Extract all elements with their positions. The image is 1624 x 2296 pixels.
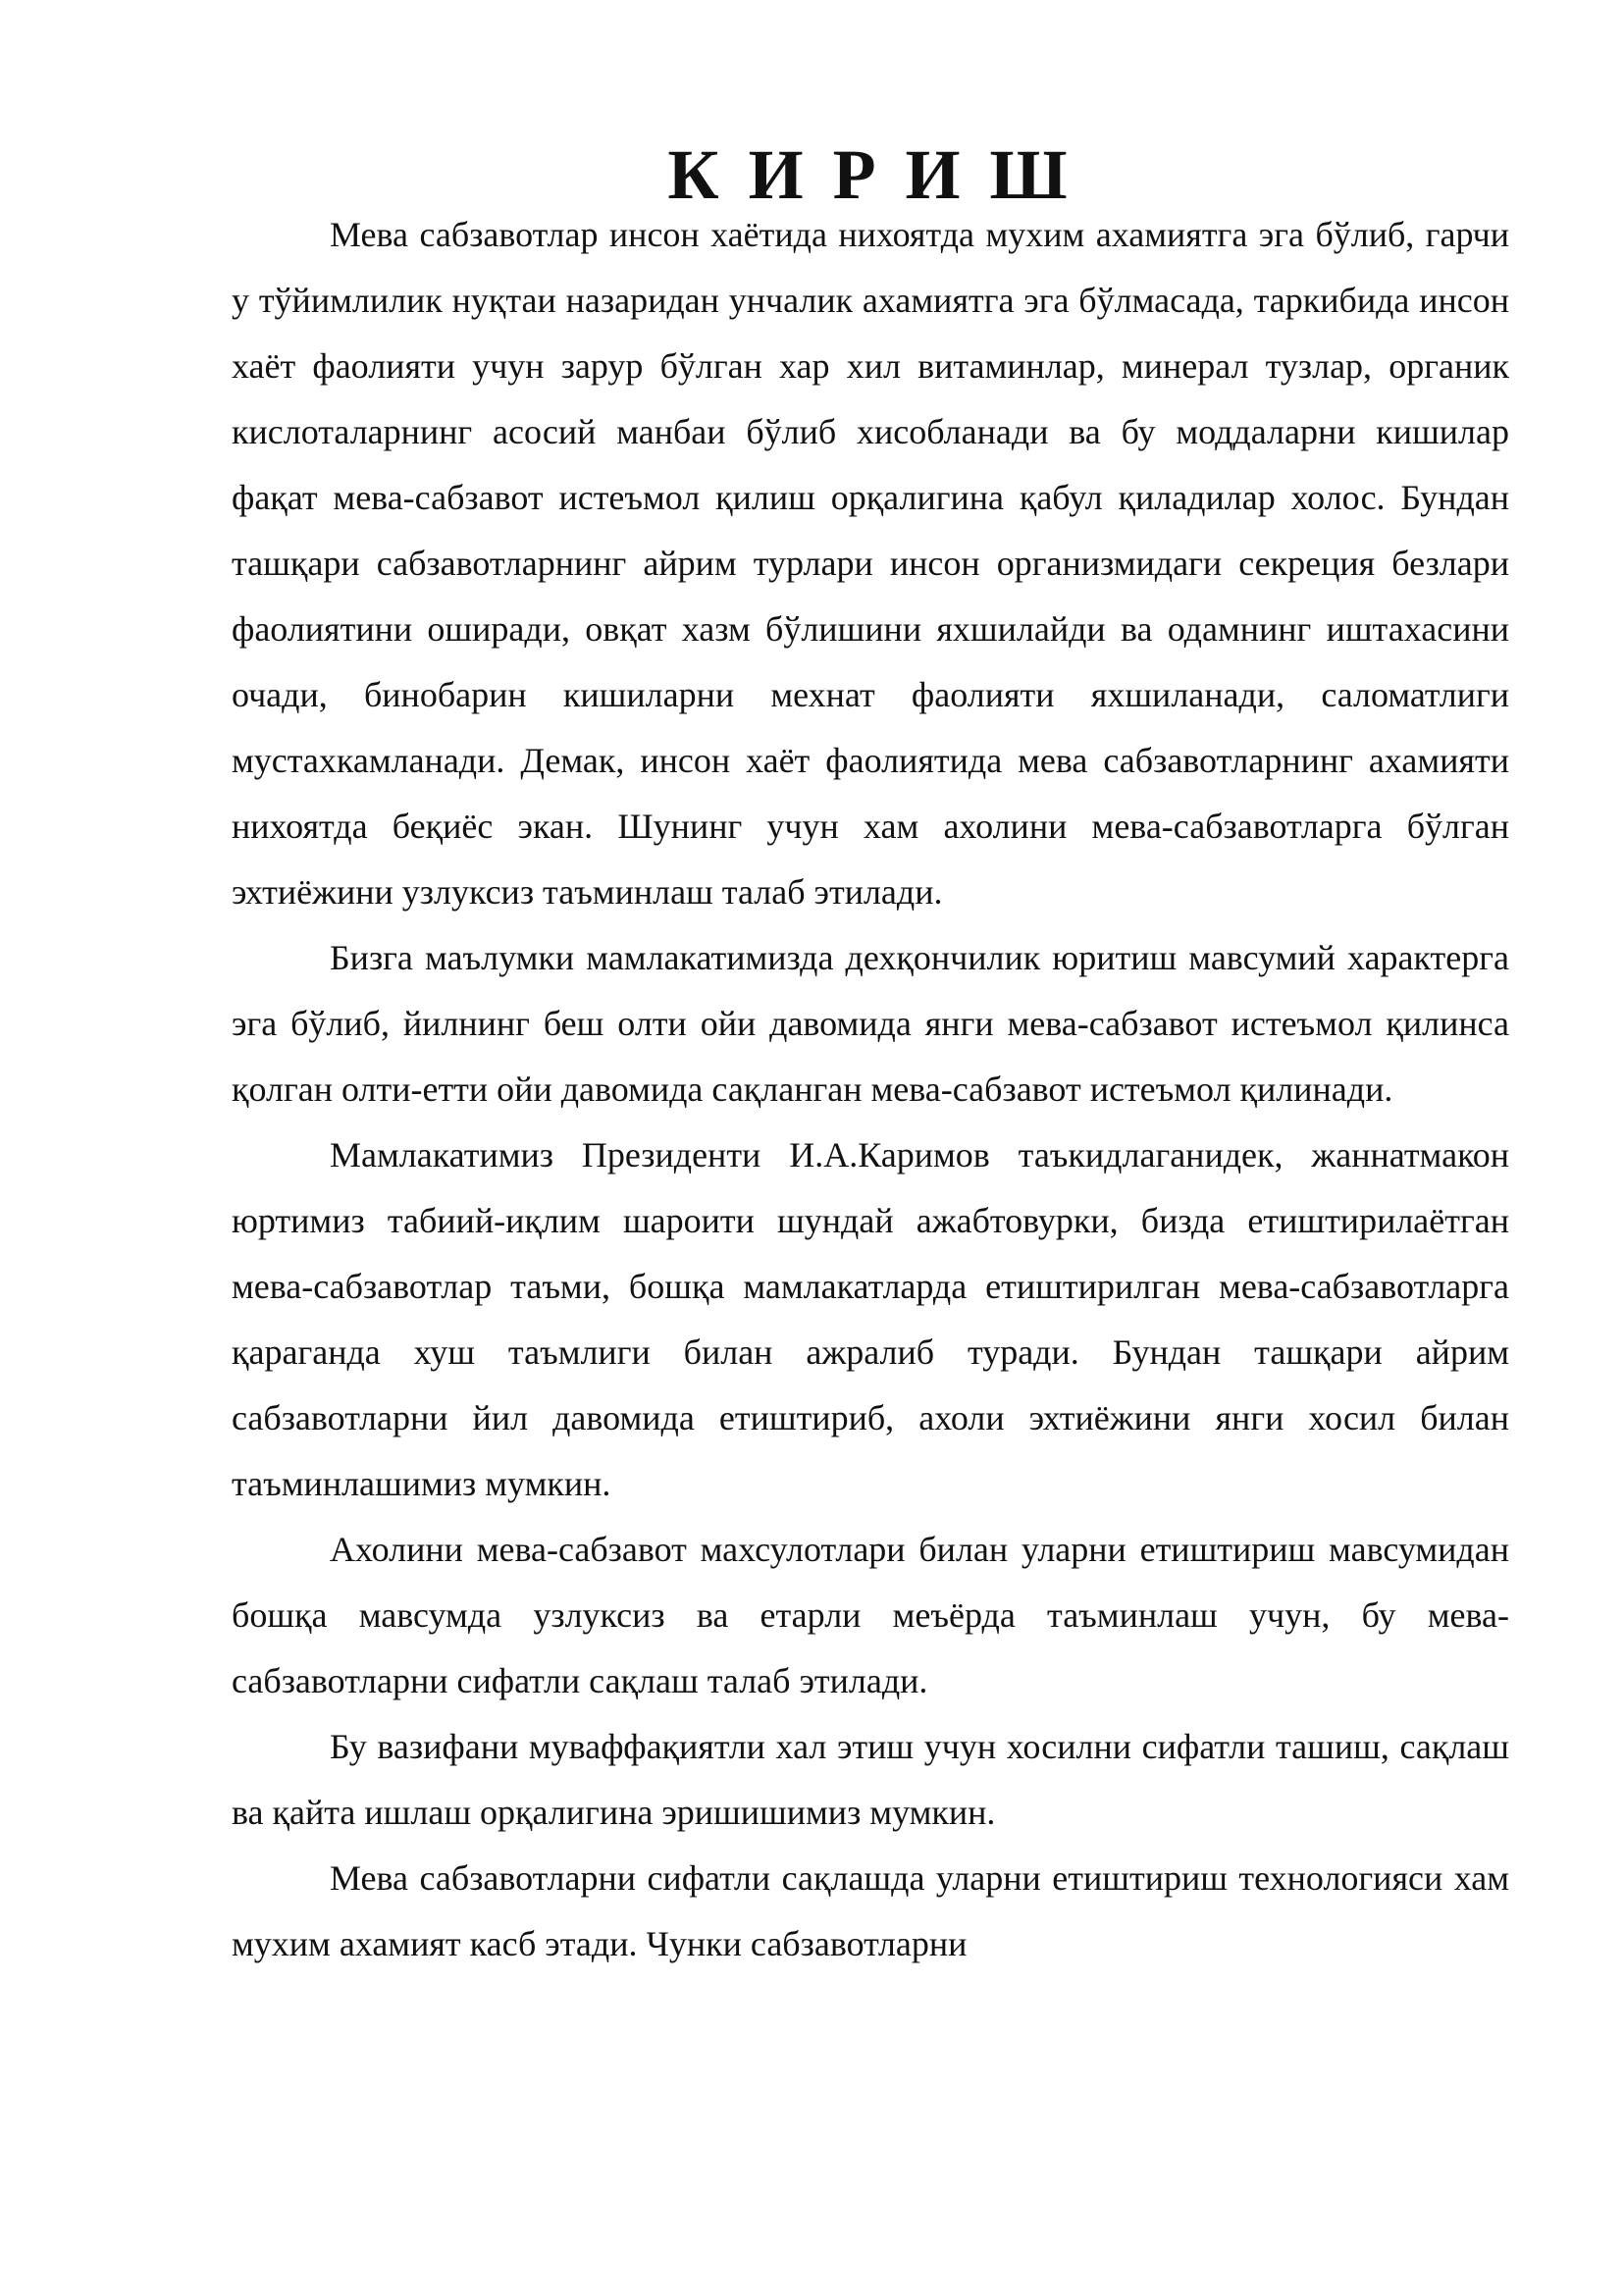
document-body xyxy=(232,135,1509,1977)
paragraph-1: Мева сабзавотлар инсон хаётида нихоятда мухим ахамиятга эга бўлиб, гарчи у тўйимлилик нуқтаи назаридан унчалик ахамиятга эга бўлмасада, таркибида инсон хаёт фаолияти учун зарур бўлган хар хил витаминлар, минерал тузлар, органик кислоталарнинг асосий манбаи бўлиб хисобланади ва бу моддаларни кишилар фақат мева-сабзавот истеъмол қилиш орқалигина қабул қиладилар холос. Бундан ташқари сабзавотларнинг айрим турлари инсон организмидаги секреция безлари фаолиятини оширади, овқат хазм бўлишини яхшилайди ва одамнинг иштахасини очади, бинобарин кишиларни мехнат фаолияти яхшиланади, саломатлиги мустахкамланади. Демак, инсон хаёт фаолиятида мева сабзавотларнинг ахамияти нихоятда беқиёс экан. Шунинг учун хам ахолини мева-сабзавотларга бўлган эхтиёжини узлуксиз таъминлаш талаб этилади. xyxy=(232,215,1509,912)
paragraph-4: Ахолини мева-сабзавот махсулотлари билан уларни етиштириш мавсумидан бошқа мавсумда узлуксиз ва етарли меъёрда таъминлаш учун, бу мева-сабзавотларни сифатли сақлаш талаб этилади. xyxy=(232,1530,1509,1700)
paragraph-2: Бизга маълумки мамлакатимизда дехқончилик юритиш мавсумий характерга эга бўлиб, йилнинг беш олти ойи давомида янги мева-сабзавот истеъмол қилинса қолган олти-етти ойи давомида сақланган мева-сабзавот истеъмол қилинади. xyxy=(232,938,1509,1109)
paragraph-5: Бу вазифани муваффақиятли хал этиш учун хосилни сифатли ташиш, сақлаш ва қайта ишлаш орқалигина эришишимиз мумкин. xyxy=(232,1727,1509,1832)
paragraph-6: Мева сабзавотларни сифатли сақлашда уларни етиштириш технологияси хам мухим ахамият касб этади. Чунки сабзавотларни xyxy=(232,1858,1509,1963)
page-title: К И Р И Ш xyxy=(667,135,1074,214)
paragraph-3: Мамлакатимиз Президенти И.А.Каримов таъкидлаганидек, жаннатмакон юртимиз табиий-иқлим шароити шундай ажабтовурки, бизда етиштирилаётган мева-сабзавотлар таъми, бошқа мамлакатларда етиштирилган мева-сабзавотларга қараганда хуш таъмлиги билан ажралиб туради. Бундан ташқари айрим сабзавотларни йил давомида етиштириб, ахоли эхтиёжини янги хосил билан таъминлашимиз мумкин. xyxy=(232,1135,1509,1503)
